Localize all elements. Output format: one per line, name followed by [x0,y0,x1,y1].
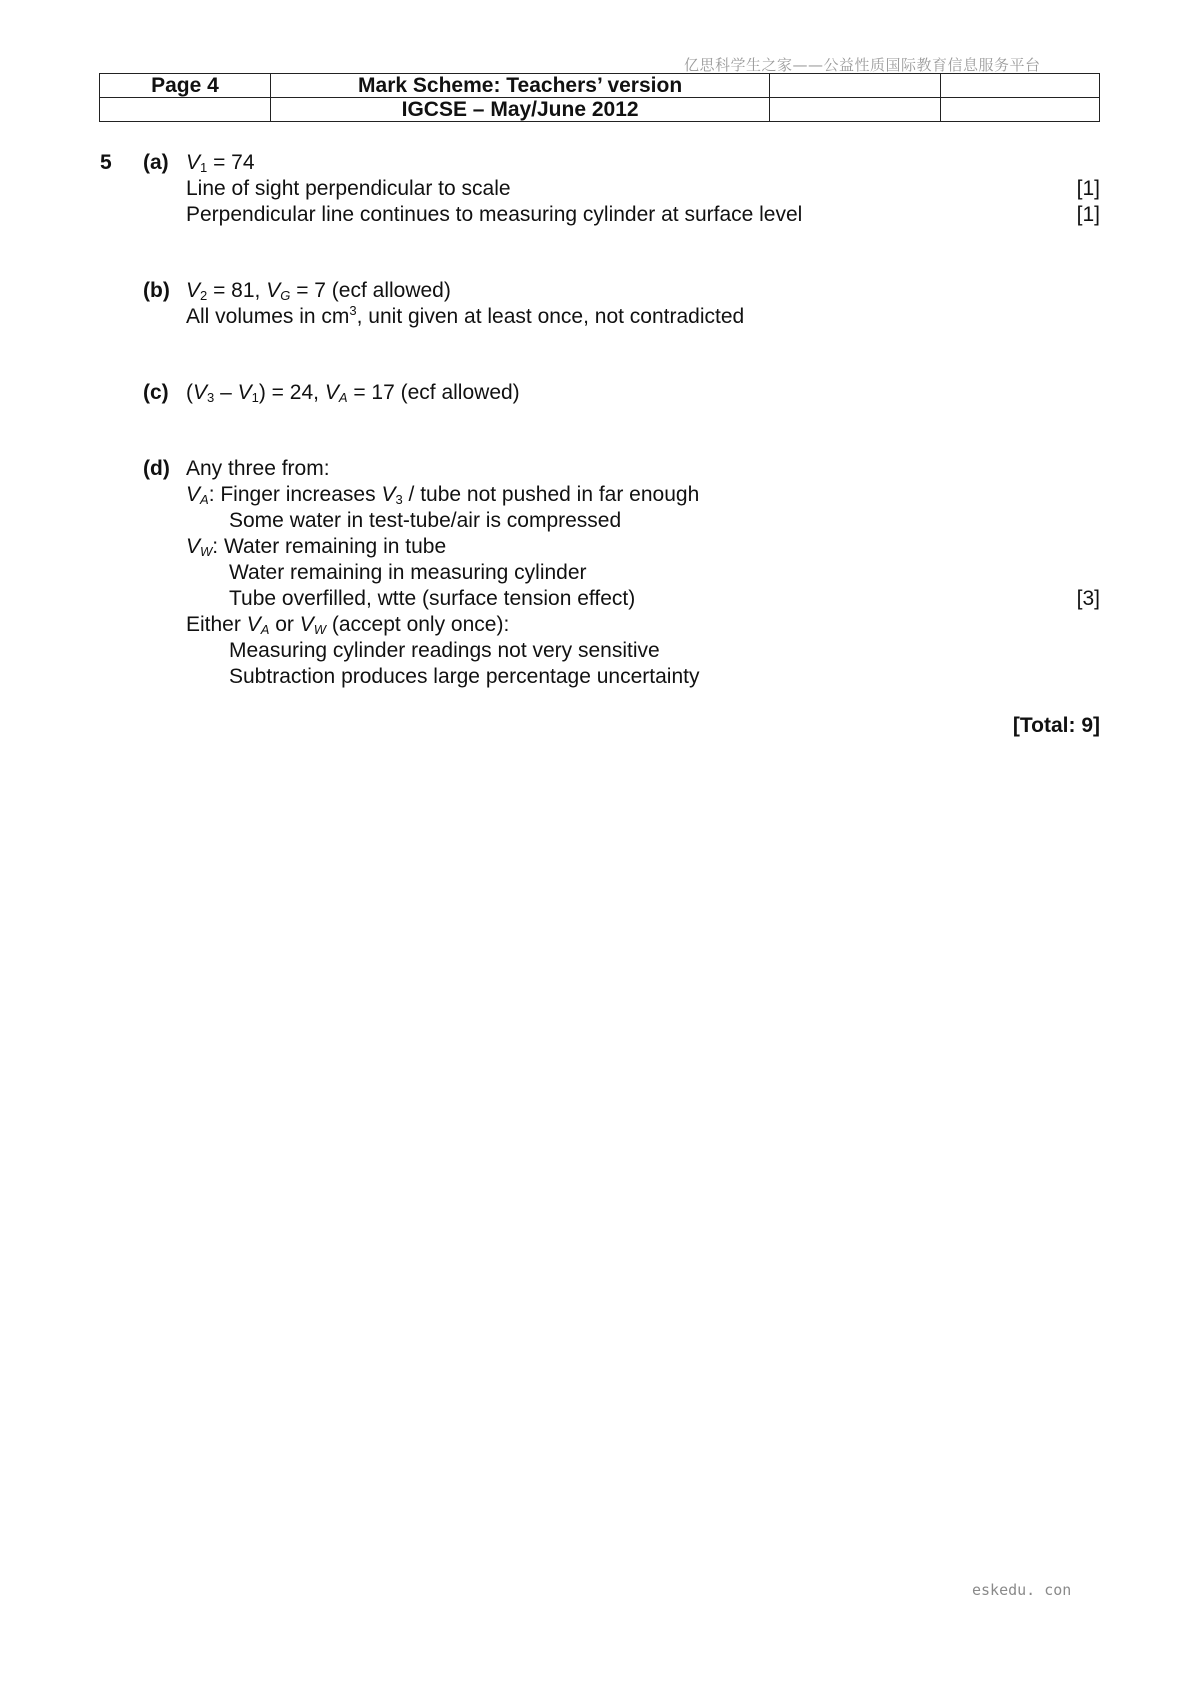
total-marks: [Total: 9] [1012,714,1100,737]
part-a-line-3: Perpendicular line continues to measuring cylinder at surface level [186,203,803,226]
part-b-label: (b) [143,279,170,302]
mark-d: [3] [1076,587,1100,610]
mark-a-2: [1] [1076,203,1100,226]
part-a-line-2: Line of sight perpendicular to scale [186,177,511,200]
header-table [99,73,1100,122]
header-empty-cell [770,98,941,122]
part-d-vw-line-2: Water remaining in measuring cylinder [229,561,587,584]
footer-watermark: eskedu. con [972,1581,1072,1599]
header-empty-cell [941,98,1100,122]
part-d-either-line: Either $V_A$ or $V_W$ (accept only once): [186,613,510,637]
header-exam: IGCSE – May/June 2012 [270,98,770,122]
header-title: Mark Scheme: Teachers’ version [270,74,770,98]
part-d-either-line-1: Measuring cylinder readings not very sensitive [229,639,660,662]
header-page: Page 4 [100,74,271,98]
part-a-line-1: $V_1 = 74$ [186,151,255,175]
part-b-line-2: All volumes in $cm^3$, unit given at least once, not contradicted [186,303,745,328]
part-c-line-1: $(V_3 - V_1) = 24$, $V_A = 17$ (ecf allowed) [186,381,520,405]
part-b-line-1: $V_2 = 81$, $V_G = 7$ (ecf allowed) [186,279,451,303]
part-d-intro: Any three from: [186,457,330,480]
header-empty-cell [770,74,941,98]
watermark-text: 亿思科学生之家——公益性质国际教育信息服务平台 [684,56,1041,74]
question-number: 5 [100,151,112,174]
part-d-label: (d) [143,457,170,480]
part-d-va-line-2: Some water in test-tube/air is compressed [229,509,622,532]
header-empty-cell [100,98,271,122]
part-a-label: (a) [143,151,169,174]
part-d-either-line-2: Subtraction produces large percentage uncertainty [229,665,700,688]
mark-a-1: [1] [1076,177,1100,200]
part-c-label: (c) [143,381,169,404]
header-empty-cell [941,74,1100,98]
part-d-vw-line: $V_W$: Water remaining in tube [186,535,447,559]
part-d-va-line: $V_A$: Finger increases $V_3$ / tube not pushed in far enough [186,483,700,507]
part-d-vw-line-3: Tube overfilled, wtte (surface tension effect) [229,587,636,610]
